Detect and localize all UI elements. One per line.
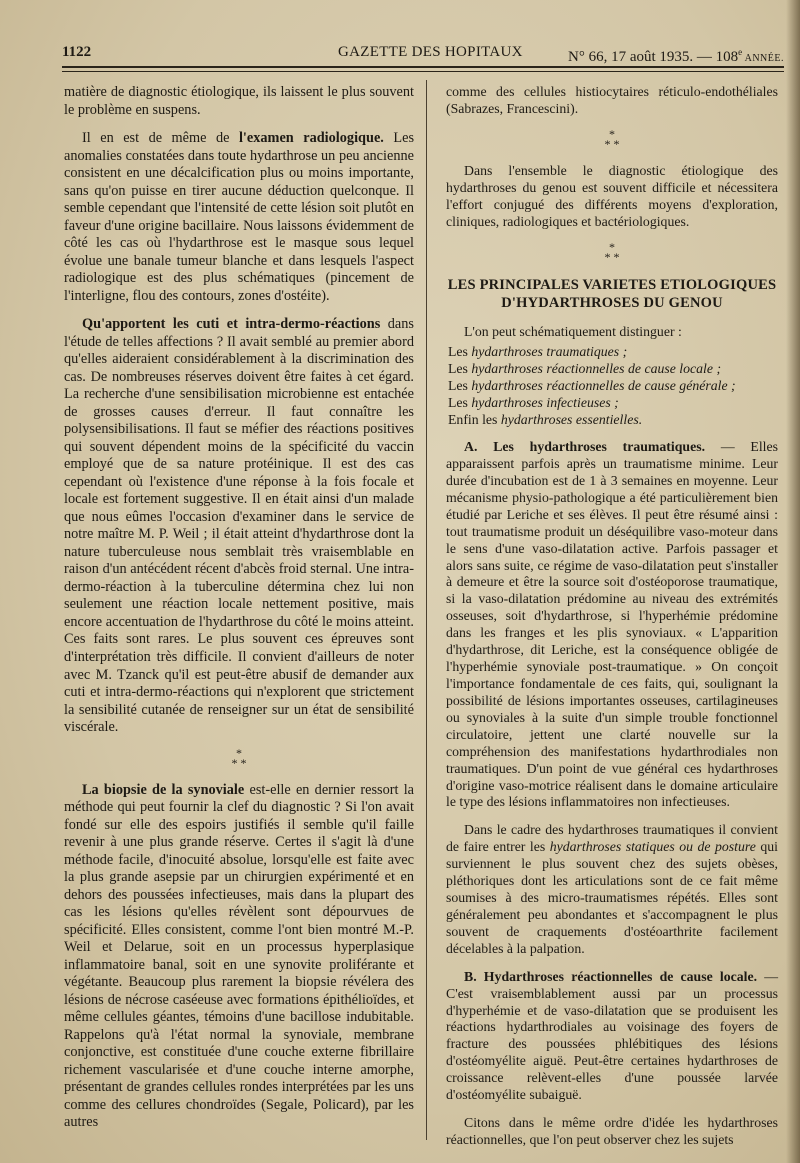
text: — Elles apparaissent parfois après un traumatisme minime. Leur durée d'incubation est de 1 à 3 semaines en moyenne. Leur mécanisme physio-pathologique a été particulièrement bien étudié par Leriche et ses élèves. Il peut être résumé ainsi : tout traumatisme produit un déséquilibre vaso-moteur dans le sens d'une vaso-dilatation active. Parfois passager et alors sans suite, ce régime de vaso-dilatation peut s'installer à demeure et être la source soit d'ostéoporose traumatique, si la vaso-dilatation prédomine au niveau des extrémités osseuses, soit d'hydarthrose, si l'hyperhémie prédomine dans les franges et les plis synoviaux. « L'apparition d'hydarthrose, dit Leriche, est la conséquence obligée de l'hyperhémie synoviale post-traumatique. » On conçoit l'importance fondamentale de ces faits, qui, soulignant la possibilité de lésions importantes osseuses, cartilagineuses ou synoviales à la suite d'un simple trouble fonctionnel circulatoire, jettent une clarté nouvelle sur la compréhension des manifestations hydarthrodiales non traumatiques. D'un point de vue général ces hydarthroses d'origine vaso-motrice réalisent dans le domaine articulaire le type des lésions inflammatoires non infectieuses. xyxy=(446,439,778,810)
etiology-list xyxy=(446,344,778,429)
list-item-text: hydarthroses essentielles. xyxy=(500,412,643,428)
star-bottom: * * xyxy=(604,249,620,264)
list-prefix: Les xyxy=(448,344,472,360)
journal-title: GAZETTE DES HOPITAUX xyxy=(338,44,523,60)
paragraph-reactional: Citons dans le même ordre d'idée les hydarthroses réactionnelles, que l'on peut observer chez les sujets xyxy=(446,1115,778,1148)
issue-year-label: ANNÉE. xyxy=(742,53,784,64)
asterism-separator xyxy=(64,745,414,770)
issue-ordinal: e xyxy=(738,47,743,57)
text: Dans le cadre des hydarthroses traumatiques il convient de faire entrer les xyxy=(446,822,778,855)
list-item xyxy=(446,344,778,361)
bold-heading: La biopsie de la synoviale xyxy=(82,781,245,798)
section-title xyxy=(446,276,778,312)
star-bottom: * * xyxy=(231,755,247,770)
paragraph-traumatic xyxy=(446,439,778,811)
paragraph-continued: matière de diagnostic étiologique, ils laissent le plus souvent le problème en suspens. xyxy=(64,84,414,118)
list-prefix: Enfin les xyxy=(448,412,501,428)
issue-date: N° 66, 17 août 1935. — 108 xyxy=(568,49,739,65)
paragraph-cuti-reactions xyxy=(64,316,414,736)
bold-heading: Qu'apportent les cuti et intra-dermo-réactions xyxy=(82,316,381,333)
bold-heading: A. Les hydarthroses traumatiques. xyxy=(464,439,706,455)
list-item xyxy=(446,378,778,395)
section-title-line-1: LES PRINCIPALES VARIETES ETIOLOGIQUES xyxy=(447,276,777,293)
bold-heading: l'examen radiologique. xyxy=(238,130,384,147)
text: dans l'étude de telles affections ? Il avait semblé au premier abord qu'elles aideraient considérablement à la discrimination des cas. De nombreuses réserves doivent être faites à cet égard. La recherche d'une sensibilisation microbienne est entachée de grosses causes d'erreur. Il faut connaître les polysensibilisations. Il faut se méfier des réactions positives qui souvent dépendent moins de la spécificité du vaccin employé que de sa nature protéinique. Il est des cas cependant où l'existence d'une réponse à la fois focale et locale est fortement suggestive. Il en était ainsi d'un malade que nous eûmes l'occasion d'examiner dans le service de notre maître M. P. Weil ; il était atteint d'hydarthrose dont la nature tuberculeuse nous semblait très vraisemblable en raison d'un antécédent récent d'abcès froid sternal. Une intra-dermo-réaction à la tuberculine détermina chez lui non seulement une réaction locale nettement positive, mais encore accentuation de l'hydarthrose du côté le moins atteint. Ces faits sont rares. Le plus souvent ces épreuves sont d'interprétation très difficile. Il convient d'ailleurs de noter avec M. Tzanck qu'il est peut-être abusif de demander aux cuti et intra-dermo-réactions qui n'explorent que strictement la sensibilité cutanée de renseigner sur un état de sensibilité viscérale. xyxy=(64,316,414,736)
text: qui surviennent le plus souvent chez des sujets obèses, pléthoriques dont les articulations sont de ce fait même soumises à des micro-traumatismes répétés. Elles sont généralement peu abondantes et s'accompagnent le plus souvent de craquements d'ostéoarthrite facilement décelables à la palpation. xyxy=(446,839,778,956)
list-prefix: Les xyxy=(448,361,472,377)
list-item-text: hydarthroses réactionnelles de cause locale ; xyxy=(471,361,722,377)
list-item xyxy=(446,412,778,429)
page-number: 1122 xyxy=(62,44,92,60)
text: Les anomalies constatées dans toute hydarthrose un peu ancienne consistent en une décalcification plus ou moins importante, sans qu'on puisse en tirer aucune déduction quelconque. Il semble cependant que l'intensité de cette lésion soit plutôt en faveur d'une origine bacillaire. Nous laissons évidemment de côté les cas où l'hydarthrose est le masque sous lequel évolue une banale tumeur blanche et dans lesquels l'aspect radiologique est des plus schématiques (pincement de l'interligne, flou des contours, zones d'ostéite). xyxy=(64,130,415,304)
section-title-line-2: D'HYDARTHROSES DU GENOU xyxy=(501,294,723,311)
text: Il en est de même de xyxy=(82,130,239,147)
list-prefix: Les xyxy=(448,395,472,411)
right-column xyxy=(446,84,778,1149)
italic-term: hydarthroses statiques ou de posture xyxy=(549,839,756,855)
star-bottom: * * xyxy=(604,136,620,151)
paragraph-continued: comme des cellules histiocytaires réticulo-endothéliales (Sabrazes, Francescini). xyxy=(446,84,778,116)
star-top: * xyxy=(609,239,615,254)
list-item-text: hydarthroses réactionnelles de cause générale ; xyxy=(471,378,736,394)
list-item xyxy=(446,361,778,378)
text: — C'est vraisemblablement aussi par un processus d'hyperhémie et de vaso-dilatation que se produisent les réactions hydarthrodiales au voisinage des foyers de fracture des poussées phlébitiques des lésions d'ostéomyélite aiguë. Peut-être certaines hydarthroses de croissance relèvent-elles d'une poussée larvée d'ostéomyélite subaiguë. xyxy=(446,968,779,1103)
list-item-text: hydarthroses traumatiques ; xyxy=(471,344,628,360)
list-prefix: Les xyxy=(448,378,472,394)
left-column xyxy=(64,84,414,1132)
paragraph-summary: Dans l'ensemble le diagnostic étiologique des hydarthroses du genou est souvent difficile et nécessitera l'effort conjugué des différents moyens d'exploration, cliniques, radiologiques et bactériologiques. xyxy=(446,162,778,229)
paragraph-biopsy xyxy=(64,782,414,1132)
paragraph-local-cause xyxy=(446,969,778,1104)
asterism-separator xyxy=(446,239,778,264)
bold-heading: B. Hydarthroses réactionnelles de cause locale. xyxy=(464,968,758,984)
paragraph-static xyxy=(446,822,778,957)
text: est-elle en dernier ressort la méthode qui peut fournir la clef du diagnostic ? Si l'on avait fondé sur elle des espoirs justifiés il semble qu'il faille revenir à une plus grande réserve. Certes il s'agit là d'une méthode facile, d'inocuité absolue, lorsqu'elle est faite avec la plus grande asepsie par un chirurgien expérimenté et en dehors des poussées infectieuses, mais dans la plupart des cas les lésions qu'elles révèlent sont dépourvues de spécificité. Elles consistent, comme l'ont bien montré M.-P. Weil et Delarue, soit en un processus hyperplasique inflammatoire banal, soit en une synovite proliférante et végétante. Beaucoup plus rarement la biopsie révélera des lésions de nécrose caséeuse avec formations épithélioïdes, et même cellules géantes, témoins d'une bacillose indubitable. Rappelons qu'à l'état normal la synoviale, membrane conjonctive, est constituée d'une couche externe fibrillaire richement vascularisée et d'une couche interne amorphe, présentant de grandes cellules rondes interprétées par les uns comme des cellures chondroïdes (Segale, Policard), par les autres xyxy=(64,781,415,1131)
list-item xyxy=(446,395,778,412)
paragraph-radiology xyxy=(64,130,414,305)
header-rule-thin xyxy=(62,71,784,72)
star-top: * xyxy=(236,745,242,760)
page-edge-shadow xyxy=(786,0,800,1163)
page-header xyxy=(62,40,784,64)
column-divider xyxy=(426,80,427,1140)
header-rule-thick xyxy=(62,66,784,68)
list-intro: L'on peut schématiquement distinguer : xyxy=(464,323,682,339)
list-item-text: hydarthroses infectieuses ; xyxy=(471,395,619,411)
asterism-separator xyxy=(446,126,778,151)
star-top: * xyxy=(609,126,615,141)
